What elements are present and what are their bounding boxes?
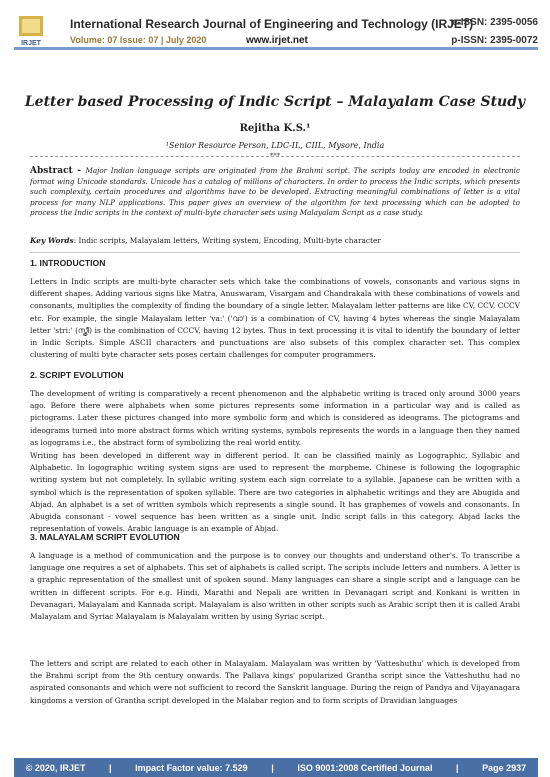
paragraph: The development of writing is comparatively a recent phenomenon and the alphabetic writing is traced only around 3000 years ago. Before there were alphabets when some pictures represents some information in a particular way and is called as pictograms. Later these pictures changed into more symbolic form and which is considered as ideograms. The pictograms and ideograms turned into more abstract forms which writing systems, symbols represents the words in a language then they named as logograms i.e., the abstract form of symbolizing the real world entity. bbox=[30, 389, 520, 447]
eissn: e-ISSN: 2395-0056 bbox=[451, 17, 538, 28]
abstract-text: Major Indian language scripts are originated from the Brahmi script. The scripts today are encoded in electronic format wing Unicode standards. Unicode has a catalog of millions of characters. In order to process the Indic scripts, which presents such complexity, certain procedures and algorithms have to be developed. Extracting meaningful combinations of letter is a vital process for many NLP applications. This paper gives an overview of the algorithm for text processing which can be adopted to process the Indic scripts in the context of multi-byte character sets using Malayalam Script as a case study. bbox=[30, 166, 521, 217]
footer-copyright: © 2020, IRJET bbox=[25, 762, 86, 773]
section-heading-malayalam-script-evolution: 3. MALAYALAM SCRIPT EVOLUTION bbox=[30, 532, 180, 542]
paragraph: Letters in Indic scripts are multi-byte character sets which take the combinations of vowels, consonants and various signs in different shapes. Adding various signs like Matra, Anuswaram, Visargam and Chandrakala with these combinations of vowels and consonants, multiplies the complexity of finding the boundary of a single letter. Malayalam letter patterns are like CV, CCV, CCCV etc. For example, the single Malayalam letter 'va:' ('വാ') is a combination of CV, having 4 bytes whereas the single Malayalam letter 'stri:' (സ്ത്രീ) is the combination of CCCV, having 12 bytes. Thus in text processing it is vital to identify the boundary of letter in Indic Scripts. Simple ASCII characters and punctuations are also subsets of this complex character set. This complex clustering of multi byte character sets poses certain challenges for computer programmers. bbox=[30, 277, 520, 360]
page-footer bbox=[14, 758, 538, 777]
volume-issue: Volume: 07 Issue: 07 | July 2020 bbox=[70, 35, 207, 45]
section-heading-script-evolution: 2. SCRIPT EVOLUTION bbox=[30, 370, 124, 380]
footer-divider: | bbox=[271, 762, 274, 773]
paper-title: Letter based Processing of Indic Script – Malayalam Case Study bbox=[24, 94, 526, 110]
pissn: p-ISSN: 2395-0072 bbox=[451, 35, 538, 46]
paragraph: The letters and script are related to each other in Malayalam. Malayalam was written by 'Vatteshuthu' which is developed from the Brahmi script from the 9th century onwards. The Pallava kings' popularized Grantha script since the Vatteshuthu had no aspirated consonants and which were not sufficient to record the Sanskrit language. During the reign of Pandya and Vijayanagara kingdoms a version of Grantha script developed in the Malabar region and to form scripts of Dravidian languages bbox=[30, 659, 520, 705]
journal-website-link[interactable]: www.irjet.net bbox=[246, 35, 308, 46]
abstract-label: Abstract - bbox=[30, 166, 86, 176]
paragraph: Writing has been developed in different way in different period. It can be classified mainly as Logographic, Syllabic and Alphabetic. In logographic writing system signs are used to represent the morpheme. Chinese is following the logographic writing system but not completely. In syllabic writing system each sign correlate to a syllable. Japanese can be written with a symbol which is the representation of spoken syllable. There are two categories in alphabetic writings and they are Abugida and Abjad. An alphabet is a set of written symbols which represents a single sound. It has graphemes of vowels and consonants. In Abugida consonant - vowel sequence has been written as a single unit. Indic script falls in this category. Abjad lacks the representation of vowels. Arabic language is an example of Abjad. bbox=[30, 451, 520, 534]
keywords-label: Key Words bbox=[30, 236, 74, 245]
keywords-text: : Indic scripts, Malayalam letters, Writing system, Encoding, Multi-byte character bbox=[73, 236, 381, 245]
footer-impact-factor: Impact Factor value: 7.529 bbox=[135, 762, 248, 773]
footer-divider: | bbox=[109, 762, 112, 773]
separator-stars: *** bbox=[269, 152, 281, 160]
footer-page-number: Page 2937 bbox=[482, 762, 527, 773]
author: Rejitha K.S.¹ bbox=[239, 123, 311, 134]
affiliation: ¹Senior Resource Person, LDC-IL, CIIL, Mysore, India bbox=[165, 141, 385, 150]
journal-title: International Research Journal of Engineering and Technology (IRJET) bbox=[70, 17, 474, 31]
section-heading-introduction: 1. INTRODUCTION bbox=[30, 258, 106, 268]
header-rule bbox=[14, 47, 538, 50]
keywords bbox=[30, 236, 520, 245]
footer-divider: | bbox=[456, 762, 459, 773]
logo-text: IRJET bbox=[21, 40, 41, 47]
abstract bbox=[30, 166, 520, 219]
footer-iso: ISO 9001:2008 Certified Journal bbox=[297, 762, 433, 773]
abstract-divider bbox=[30, 252, 520, 253]
paragraph: A language is a method of communication and the purpose is to convey our thoughts and understand other's. To transcribe a language one requires a set of alphabets. This set of alphabets is called script. The scripts include letters and numbers. A letter is a graphic representation of the smallest unit of spoken sound. Many languages can share a single script and a language can be written in different scripts. For e.g. Hindi, Marathi and Nepali are written in Devanagari script and Konkani is written in Devanagari, Malayalam and Kannada script. Malayalam is also written in other scripts such as Arabic script then it is called Arabi Malayalam and Syriac Malayalam is Malayalam written by using Syriac script. bbox=[30, 551, 520, 622]
journal-header bbox=[14, 12, 538, 62]
irjet-logo-icon bbox=[16, 14, 46, 48]
